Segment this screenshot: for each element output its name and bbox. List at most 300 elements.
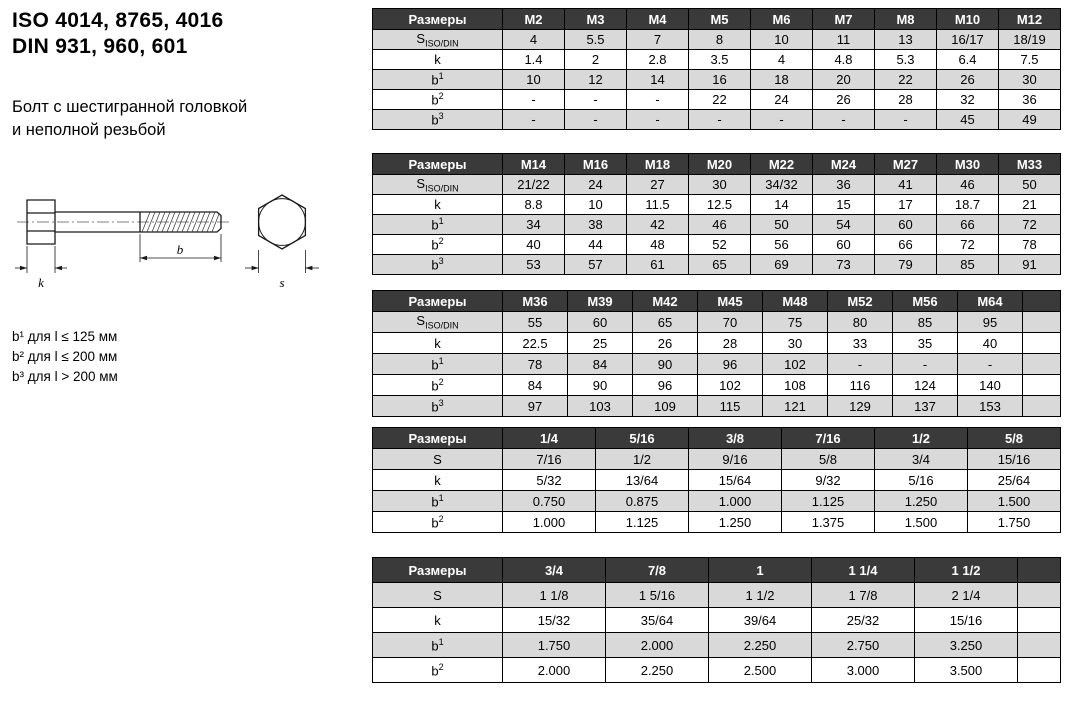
value-cell: 55 [503,312,568,333]
value-cell: 5.5 [565,30,627,50]
table-header-row [373,291,1061,312]
column-header-cell: 5/16 [596,428,689,449]
value-cell: 36 [813,175,875,195]
table-row [373,375,1061,396]
value-cell: 41 [875,175,937,195]
value-cell: 16/17 [937,30,999,50]
column-header-cell: 5/8 [968,428,1061,449]
value-cell: 14 [751,195,813,215]
value-cell: 116 [828,375,893,396]
value-cell: 108 [763,375,828,396]
value-cell: - [958,354,1023,375]
row-label-cell: $S_{ISO/DIN}$ [373,175,503,195]
value-cell: 50 [751,215,813,235]
value-cell: 72 [937,235,999,255]
table-row [373,110,1061,130]
value-cell: - [751,110,813,130]
column-header-cell: M20 [689,154,751,175]
column-header-cell: M5 [689,9,751,30]
table-row [373,470,1061,491]
note-b3: b³ для l > 200 мм [12,369,118,384]
row-label-cell: $S_{ISO/DIN}$ [373,30,503,50]
value-cell: 0.750 [503,491,596,512]
table-row [373,90,1061,110]
row-label-cell: S [373,449,503,470]
value-cell: 96 [633,375,698,396]
row-label-cell: $b^2$ [373,375,503,396]
value-cell: 60 [568,312,633,333]
value-cell: 69 [751,255,813,275]
value-cell: 90 [633,354,698,375]
value-cell: 24 [751,90,813,110]
column-header-cell: M36 [503,291,568,312]
value-cell: 18.7 [937,195,999,215]
value-cell: - [689,110,751,130]
row-label-cell: k [373,470,503,491]
value-cell: 4 [503,30,565,50]
row-label-cell: $b^2$ [373,658,503,683]
row-label-cell: k [373,195,503,215]
value-cell: 33 [828,333,893,354]
value-cell: 79 [875,255,937,275]
row-label-cell: $b^3$ [373,396,503,417]
column-header-cell: M45 [698,291,763,312]
column-header-cell: M27 [875,154,937,175]
value-cell: 22.5 [503,333,568,354]
column-header-cell: 1 1/2 [915,558,1018,583]
value-cell: 50 [999,175,1061,195]
value-cell: 140 [958,375,1023,396]
value-cell: 1 1/2 [709,583,812,608]
column-header-cell: 7/16 [782,428,875,449]
table-row [373,50,1061,70]
value-cell: 15/64 [689,470,782,491]
value-cell: 9/32 [782,470,875,491]
value-cell: 11.5 [627,195,689,215]
value-cell: 24 [565,175,627,195]
value-cell: 60 [813,235,875,255]
table-row [373,255,1061,275]
value-cell: 4.8 [813,50,875,70]
value-cell: 65 [689,255,751,275]
value-cell: 115 [698,396,763,417]
hex-inscribed-circle [259,199,306,246]
value-cell: 78 [999,235,1061,255]
table-row [373,195,1061,215]
table-header-row [373,428,1061,449]
row-label-cell: $b^3$ [373,110,503,130]
column-header-cell: M4 [627,9,689,30]
value-cell: 28 [698,333,763,354]
value-cell: 1.500 [875,512,968,533]
column-header-cell: 1 [709,558,812,583]
table-header-row [373,558,1061,583]
value-cell: 97 [503,396,568,417]
row-label-cell: k [373,608,503,633]
value-cell: 15/16 [968,449,1061,470]
column-header-cell: M42 [633,291,698,312]
empty-header-cell [1023,291,1061,312]
title-line-2: DIN 931, 960, 601 [12,35,188,58]
row-label-cell: $b^1$ [373,70,503,90]
value-cell: 26 [633,333,698,354]
value-cell: 85 [893,312,958,333]
value-cell: 26 [813,90,875,110]
value-cell: 1 1/8 [503,583,606,608]
value-cell: 38 [565,215,627,235]
value-cell: 22 [689,90,751,110]
value-cell: 1.375 [782,512,875,533]
value-cell: 56 [751,235,813,255]
table-row [373,235,1061,255]
value-cell: 16 [689,70,751,90]
value-cell: 10 [503,70,565,90]
value-cell: 91 [999,255,1061,275]
column-header-cell: M33 [999,154,1061,175]
row-label-cell: $b^2$ [373,235,503,255]
note-b1: b¹ для l ≤ 125 мм [12,329,118,344]
empty-cell [1018,633,1061,658]
value-cell: - [565,110,627,130]
value-cell: 1.125 [782,491,875,512]
value-cell: 25 [568,333,633,354]
value-cell: 3.250 [915,633,1018,658]
value-cell: 35 [893,333,958,354]
table-row [373,70,1061,90]
value-cell: 30 [689,175,751,195]
value-cell: 39/64 [709,608,812,633]
value-cell: - [875,110,937,130]
value-cell: 129 [828,396,893,417]
column-header-cell: M39 [568,291,633,312]
value-cell: 5.3 [875,50,937,70]
value-cell: 15 [813,195,875,215]
value-cell: 72 [999,215,1061,235]
page-title [12,8,367,60]
column-header-cell: M14 [503,154,565,175]
value-cell: 15/32 [503,608,606,633]
value-cell: 42 [627,215,689,235]
value-cell: 96 [698,354,763,375]
value-cell: - [627,90,689,110]
size-header-cell: Размеры [373,154,503,175]
value-cell: 13/64 [596,470,689,491]
table-m2-m12 [372,8,1061,130]
row-label-cell: $b^3$ [373,255,503,275]
value-cell: 1.000 [689,491,782,512]
table-header-row [373,9,1061,30]
value-cell: 49 [999,110,1061,130]
value-cell: 21/22 [503,175,565,195]
value-cell: 12 [565,70,627,90]
value-cell: 2.500 [709,658,812,683]
value-cell: 8 [689,30,751,50]
empty-cell [1018,658,1061,683]
table-row [373,512,1061,533]
column-header-cell: M56 [893,291,958,312]
value-cell: 57 [565,255,627,275]
value-cell: 3/4 [875,449,968,470]
table-row [373,583,1061,608]
size-header-cell: Размеры [373,9,503,30]
value-cell: 28 [875,90,937,110]
column-header-cell: M6 [751,9,813,30]
value-cell: 11 [813,30,875,50]
value-cell: 103 [568,396,633,417]
column-header-cell: M3 [565,9,627,30]
value-cell: 121 [763,396,828,417]
value-cell: 65 [633,312,698,333]
column-header-cell: M52 [828,291,893,312]
value-cell: 137 [893,396,958,417]
value-cell: - [503,110,565,130]
value-cell: 1.750 [503,633,606,658]
table-row [373,491,1061,512]
value-cell: - [503,90,565,110]
value-cell: 35/64 [606,608,709,633]
row-label-cell: $b^1$ [373,633,503,658]
dimension-k-label: k [38,275,44,290]
value-cell: 30 [999,70,1061,90]
column-header-cell: 3/8 [689,428,782,449]
column-header-cell: M2 [503,9,565,30]
size-header-cell: Размеры [373,428,503,449]
table-row [373,215,1061,235]
table-row [373,175,1061,195]
dimension-b-label: b [176,242,184,257]
value-cell: 84 [568,354,633,375]
value-cell: 44 [565,235,627,255]
table-row [373,333,1061,354]
table-row [373,658,1061,683]
drawing-wrap [12,190,367,297]
column-header-cell: M16 [565,154,627,175]
column-header-cell: M48 [763,291,828,312]
size-header-cell: Размеры [373,558,503,583]
value-cell: 5/16 [875,470,968,491]
value-cell: 2.750 [812,633,915,658]
value-cell: 36 [999,90,1061,110]
dimension-tables [372,8,1060,683]
value-cell: 80 [828,312,893,333]
value-cell: 2.000 [606,633,709,658]
value-cell: 25/64 [968,470,1061,491]
value-cell: 7.5 [999,50,1061,70]
value-cell: 46 [937,175,999,195]
value-cell: 1.500 [968,491,1061,512]
value-cell: 27 [627,175,689,195]
table-header-row [373,154,1061,175]
value-cell: 14 [627,70,689,90]
column-header-cell: M64 [958,291,1023,312]
value-cell: 66 [875,235,937,255]
value-cell: 17 [875,195,937,215]
table-row [373,633,1061,658]
column-header-cell: M24 [813,154,875,175]
value-cell: 7/16 [503,449,596,470]
value-cell: 21 [999,195,1061,215]
value-cell: 2.250 [606,658,709,683]
value-cell: - [627,110,689,130]
table-row [373,608,1061,633]
column-header-cell: 1/2 [875,428,968,449]
left-panel [12,8,367,387]
empty-cell [1018,583,1061,608]
value-cell: 15/16 [915,608,1018,633]
value-cell: 5/32 [503,470,596,491]
value-cell: 9/16 [689,449,782,470]
value-cell: 20 [813,70,875,90]
table-row [373,30,1061,50]
column-header-cell: M8 [875,9,937,30]
value-cell: 40 [503,235,565,255]
column-header-cell: M7 [813,9,875,30]
column-header-cell: M22 [751,154,813,175]
row-label-cell: S [373,583,503,608]
value-cell: 124 [893,375,958,396]
empty-cell [1023,312,1061,333]
column-header-cell: M30 [937,154,999,175]
value-cell: 2.8 [627,50,689,70]
value-cell: 10 [565,195,627,215]
value-cell: 52 [689,235,751,255]
value-cell: 34/32 [751,175,813,195]
value-cell: 102 [698,375,763,396]
value-cell: 7 [627,30,689,50]
value-cell: 0.875 [596,491,689,512]
table-row [373,312,1061,333]
value-cell: 53 [503,255,565,275]
dimension-s-label: s [279,275,285,290]
table-m14-m33 [372,153,1061,275]
value-cell: 1.000 [503,512,596,533]
value-cell: 34 [503,215,565,235]
value-cell: 84 [503,375,568,396]
value-cell: 153 [958,396,1023,417]
value-cell: 12.5 [689,195,751,215]
value-cell: 5/8 [782,449,875,470]
empty-header-cell [1018,558,1061,583]
column-header-cell: 1 1/4 [812,558,915,583]
page-subtitle [12,96,367,142]
value-cell: 60 [875,215,937,235]
empty-cell [1023,354,1061,375]
table-inch-large [372,557,1061,683]
row-label-cell: $b^1$ [373,491,503,512]
value-cell: 73 [813,255,875,275]
value-cell: 61 [627,255,689,275]
value-cell: 95 [958,312,1023,333]
value-cell: 48 [627,235,689,255]
table-m36-m64 [372,290,1061,417]
column-header-cell: 7/8 [606,558,709,583]
value-cell: 1 7/8 [812,583,915,608]
column-header-cell: M12 [999,9,1061,30]
value-cell: 1.125 [596,512,689,533]
empty-cell [1018,608,1061,633]
value-cell: 10 [751,30,813,50]
table-row [373,396,1061,417]
value-cell: 66 [937,215,999,235]
value-cell: 85 [937,255,999,275]
value-cell: 2 1/4 [915,583,1018,608]
hex-head-front [259,195,306,249]
column-header-cell: 1/4 [503,428,596,449]
value-cell: 18 [751,70,813,90]
value-cell: 40 [958,333,1023,354]
value-cell: 4 [751,50,813,70]
column-header-cell: 3/4 [503,558,606,583]
size-header-cell: Размеры [373,291,503,312]
value-cell: 1/2 [596,449,689,470]
value-cell: 1.250 [689,512,782,533]
value-cell: 25/32 [812,608,915,633]
row-label-cell: $b^2$ [373,90,503,110]
value-cell: 13 [875,30,937,50]
empty-cell [1023,375,1061,396]
table-inch-small [372,427,1061,533]
value-cell: - [565,90,627,110]
title-line-1: ISO 4014, 8765, 4016 [12,9,224,32]
value-cell: - [828,354,893,375]
value-cell: 22 [875,70,937,90]
row-label-cell: $S_{ISO/DIN}$ [373,312,503,333]
value-cell: - [813,110,875,130]
value-cell: 32 [937,90,999,110]
length-notes [12,327,367,387]
value-cell: 78 [503,354,568,375]
value-cell: 18/19 [999,30,1061,50]
value-cell: 75 [763,312,828,333]
value-cell: 2.000 [503,658,606,683]
value-cell: 54 [813,215,875,235]
bolt-drawing [12,190,342,292]
value-cell: 45 [937,110,999,130]
column-header-cell: M18 [627,154,689,175]
value-cell: 8.8 [503,195,565,215]
row-label-cell: $b^2$ [373,512,503,533]
value-cell: 2 [565,50,627,70]
empty-cell [1023,396,1061,417]
value-cell: 70 [698,312,763,333]
value-cell: 1 5/16 [606,583,709,608]
empty-cell [1023,333,1061,354]
value-cell: - [893,354,958,375]
value-cell: 2.250 [709,633,812,658]
subtitle-line-2: и неполной резьбой [12,121,166,139]
value-cell: 3.500 [915,658,1018,683]
subtitle-line-1: Болт с шестигранной головкой [12,98,248,116]
column-header-cell: M10 [937,9,999,30]
value-cell: 46 [689,215,751,235]
value-cell: 26 [937,70,999,90]
value-cell: 3.000 [812,658,915,683]
row-label-cell: $b^1$ [373,215,503,235]
row-label-cell: $b^1$ [373,354,503,375]
value-cell: 3.5 [689,50,751,70]
table-row [373,449,1061,470]
value-cell: 30 [763,333,828,354]
value-cell: 1.250 [875,491,968,512]
table-row [373,354,1061,375]
note-b2: b² для l ≤ 200 мм [12,349,118,364]
value-cell: 109 [633,396,698,417]
value-cell: 102 [763,354,828,375]
value-cell: 1.4 [503,50,565,70]
value-cell: 6.4 [937,50,999,70]
value-cell: 90 [568,375,633,396]
row-label-cell: k [373,50,503,70]
